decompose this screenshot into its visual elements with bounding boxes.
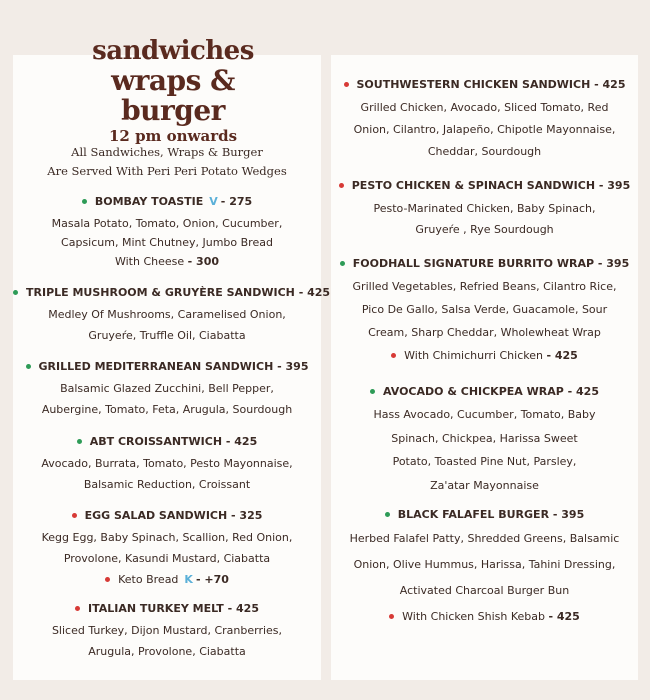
- item-description: [13, 378, 321, 420]
- desc-line: Provolone, Kasundi Mustard, Ciabatta: [63, 552, 271, 565]
- addon-option: [331, 604, 638, 630]
- desc-line: Sliced Turkey, Dijon Mustard, Cranberries,: [51, 624, 283, 637]
- item-description: [13, 620, 321, 662]
- intro-line-1: All Sandwiches, Wraps & Burger: [71, 145, 263, 159]
- desc-line: Aubergine, Tomato, Feta, Arugula, Sourdough: [41, 403, 293, 416]
- nonveg-dot-icon: [391, 353, 396, 358]
- nonveg-dot-icon: [389, 614, 394, 619]
- menu-item-burrito-wrap: [331, 256, 638, 367]
- intro-note: [13, 143, 321, 181]
- desc-line: Avocado, Burrata, Tomato, Pesto Mayonnaise,: [41, 457, 293, 470]
- desc-line: Onion, Cilantro, Jalapeño, Chipotle Mayonnaise,: [353, 123, 616, 136]
- desc-line: Activated Charcoal Burger Bun: [399, 584, 570, 597]
- veg-dot-icon: [26, 364, 31, 369]
- item-description: [13, 304, 321, 346]
- menu-item-italian-turkey-melt: [13, 601, 321, 662]
- veg-tag: V: [209, 195, 218, 208]
- desc-line: Balsamic Reduction, Croissant: [83, 478, 251, 491]
- veg-dot-icon: [340, 261, 345, 266]
- item-name: PESTO CHICKEN & SPINACH SANDWICH - 395: [351, 179, 631, 192]
- item-description: [331, 198, 638, 240]
- menu-item-grilled-mediterranean: [13, 359, 321, 420]
- addon-label: Keto Bread: [118, 573, 179, 586]
- addon-price: - 425: [546, 349, 578, 362]
- desc-line: Potato, Toasted Pine Nut, Parsley,: [392, 455, 577, 468]
- item-description: [331, 97, 638, 163]
- item-price: - 275: [220, 195, 253, 208]
- desc-line: Grilled Vegetables, Refried Beans, Cilantro Rice,: [352, 280, 617, 293]
- item-name: EGG SALAD SANDWICH - 325: [84, 509, 263, 522]
- menu-item-avocado-chickpea-wrap: [331, 384, 638, 497]
- item-name: BOMBAY TOASTIE: [94, 195, 204, 208]
- item-description: [331, 275, 638, 367]
- desc-line: Spinach, Chickpea, Harissa Sweet: [391, 431, 578, 445]
- menu-item-pesto-chicken: [331, 178, 638, 240]
- desc-line: Balsamic Glazed Zucchini, Bell Pepper,: [60, 382, 274, 395]
- menu-item-egg-salad: [13, 508, 321, 590]
- addon-label: With Chicken Shish Kebab: [402, 610, 545, 623]
- addon-label: With Chimichurri Chicken: [404, 349, 543, 362]
- nonveg-dot-icon: [72, 513, 77, 518]
- nonveg-dot-icon: [344, 82, 349, 87]
- addon-price: - +70: [195, 573, 229, 586]
- item-name: AVOCADO & CHICKPEA WRAP - 425: [382, 385, 599, 398]
- keto-tag: K: [184, 573, 193, 586]
- desc-line: Gruyeŕe, Truffle Oil, Ciabatta: [88, 329, 246, 342]
- veg-dot-icon: [77, 439, 82, 444]
- menu-item-triple-mushroom: [13, 285, 331, 346]
- item-name: FOODHALL SIGNATURE BURRITO WRAP - 395: [352, 257, 630, 270]
- veg-dot-icon: [385, 512, 390, 517]
- addon-option: [331, 344, 638, 367]
- menu-item-black-falafel-burger: [331, 507, 638, 630]
- desc-line: Hass Avocado, Cucumber, Tomato, Baby: [373, 408, 596, 421]
- desc-line: Herbed Falafel Patty, Shredded Greens, Balsamic: [349, 532, 620, 545]
- item-name: BLACK FALAFEL BURGER - 395: [397, 508, 585, 521]
- title-line-2: wraps & burger: [111, 64, 235, 127]
- nonveg-dot-icon: [105, 577, 110, 582]
- desc-line: Masala Potato, Tomato, Onion, Cucumber,: [51, 217, 283, 230]
- item-name: ITALIAN TURKEY MELT - 425: [88, 602, 259, 615]
- nonveg-dot-icon: [75, 606, 80, 611]
- item-name: ABT CROISSANTWICH - 425: [89, 435, 258, 448]
- item-description: [331, 526, 638, 630]
- item-description: [13, 214, 321, 271]
- item-name: SOUTHWESTERN CHICKEN SANDWICH - 425: [356, 78, 626, 91]
- desc-line: Medley Of Mushrooms, Caramelised Onion,: [48, 308, 286, 321]
- addon-price: - 425: [548, 610, 580, 623]
- menu-item-bombay-toastie: [13, 194, 321, 271]
- addon-option: [13, 569, 321, 590]
- desc-line: Capsicum, Mint Chutney, Jumbo Bread: [61, 236, 273, 249]
- menu-title: [58, 36, 288, 146]
- desc-line: Onion, Olive Hummus, Harissa, Tahini Dressing,: [353, 558, 616, 571]
- extra-option: [13, 252, 321, 271]
- desc-line: Kegg Egg, Baby Spinach, Scallion, Red Onion,: [41, 531, 293, 544]
- extra-price: - 300: [187, 255, 220, 268]
- desc-line: Cheddar, Sourdough: [427, 145, 542, 158]
- menu-item-abt-croissantwich: [13, 434, 321, 495]
- intro-line-2: Are Served With Peri Peri Potato Wedges: [47, 164, 287, 178]
- extra-label: With Cheese: [114, 255, 185, 268]
- item-description: [331, 403, 638, 497]
- nonveg-dot-icon: [339, 183, 344, 188]
- desc-line: Arugula, Provolone, Ciabatta: [88, 645, 246, 658]
- menu-item-southwestern-chicken: [331, 77, 638, 163]
- desc-line: Gruyeŕe , Rye Sourdough: [415, 223, 554, 236]
- veg-dot-icon: [82, 199, 87, 204]
- item-name: TRIPLE MUSHROOM & GRUYÈRE SANDWICH - 425: [26, 286, 331, 299]
- veg-dot-icon: [13, 290, 18, 295]
- item-name: GRILLED MEDITERRANEAN SANDWICH - 395: [38, 360, 309, 373]
- title-line-1: sandwiches: [92, 36, 254, 66]
- desc-line: Za'atar Mayonnaise: [430, 478, 539, 492]
- item-description: [13, 453, 321, 495]
- desc-line: Grilled Chicken, Avocado, Sliced Tomato, Red: [360, 101, 609, 114]
- item-description: [13, 527, 321, 590]
- serving-time: 12 pm onwards: [108, 127, 238, 145]
- veg-dot-icon: [370, 389, 375, 394]
- desc-line: Pesto-Marinated Chicken, Baby Spinach,: [373, 202, 596, 215]
- desc-line: Cream, Sharp Cheddar, Wholewheat Wrap: [368, 326, 601, 339]
- desc-line: Pico De Gallo, Salsa Verde, Guacamole, Sour: [361, 303, 608, 316]
